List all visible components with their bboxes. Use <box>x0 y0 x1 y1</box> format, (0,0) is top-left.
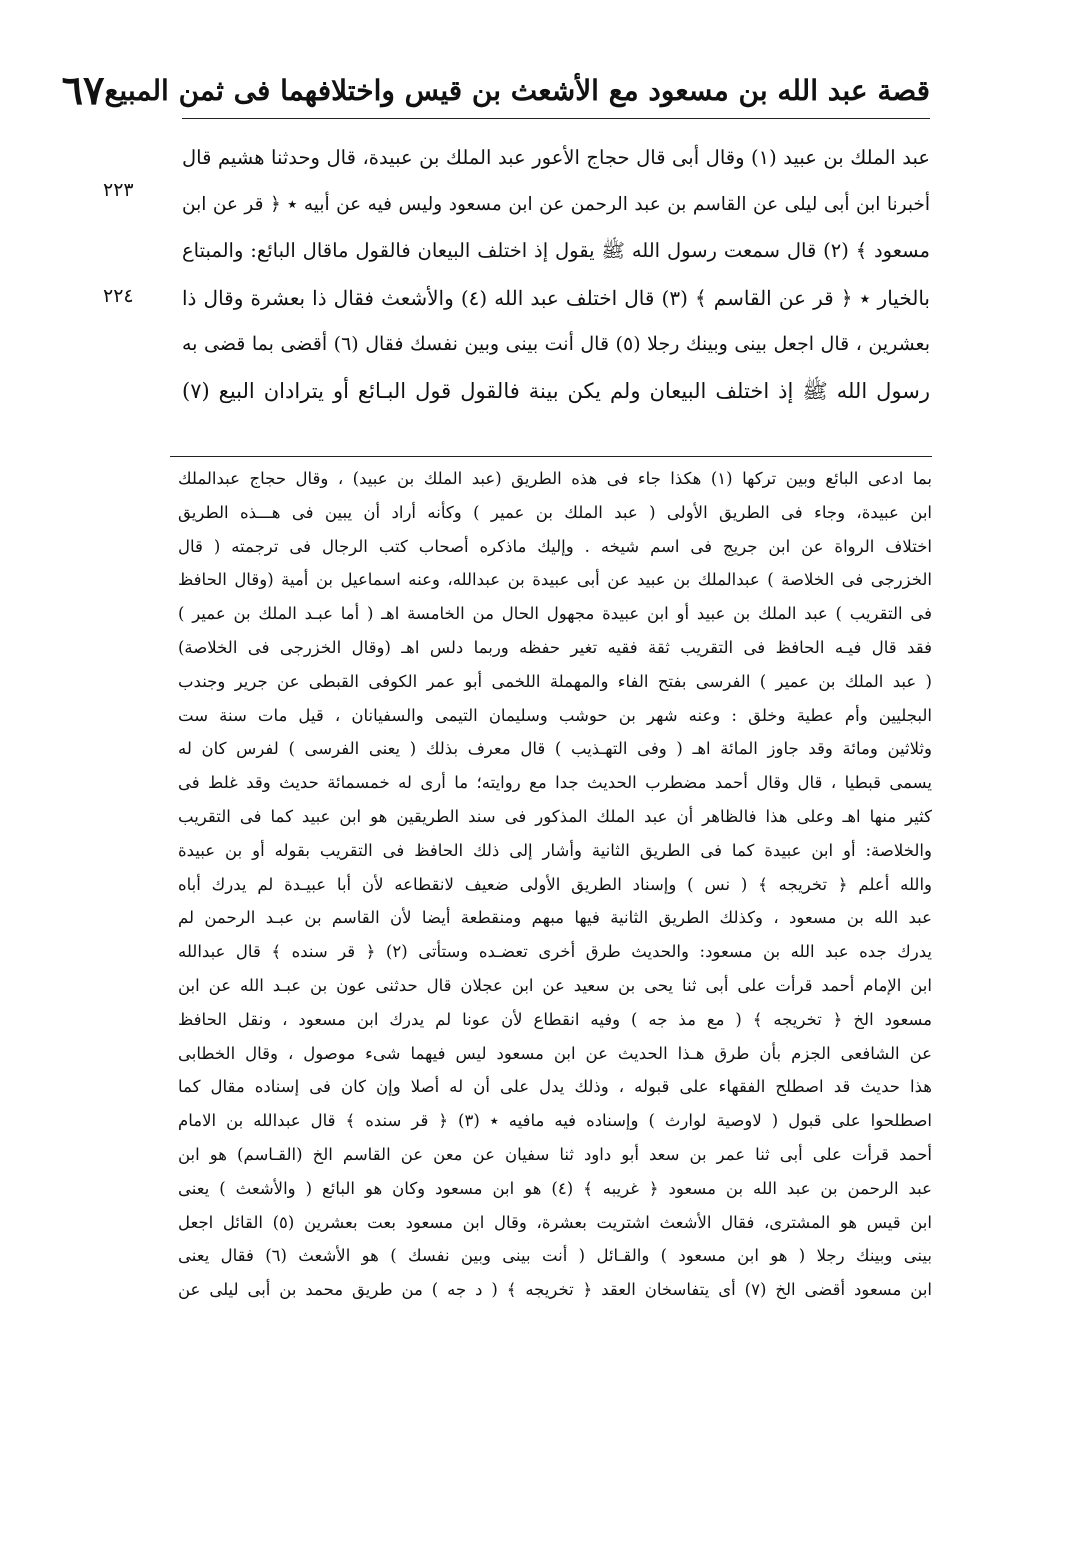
footnote-line: وثلاثين ومائة وقد جاوز المائة اهـ ( وفى التهـذيب ) قال معرف بذلك ( يعنى الفرسى ) لفرس كان له <box>178 739 932 759</box>
footnote-line: بما ادعى البائع وبين تركها (١) هكذا جاء فى هذه الطريق (عبد الملك بن عبيد) ، وقال حجاج عبدالملك <box>178 469 932 488</box>
main-line: بالخيار ٭ ﴿ قر عن القاسم ﴾ (٣) قال اختلف عبد الله (٤) والأشعث فقال ذا بعشرة وقال ذا <box>182 285 930 310</box>
footnote-line: والخلاصة: أو ابن عبيدة كما فى الطريق الثانية وأشار إلى ذلك الحافظ فى التقريب بقوله أو بن عبيدة <box>178 840 932 860</box>
footnote-line: الخزرجى فى الخلاصة ) عبدالملك بن عبيد عن أبى عبيدة بن عبدالله، وعنه اسماعيل بن أمية (وقال الحافظ <box>178 570 932 590</box>
footnote-line: عن الشافعى الجزم بأن طرق هـذا الحديث عن ابن مسعود ليس فيهما شىء موصول ، وقال الخطابى <box>178 1043 932 1063</box>
footnote-line: أحمد قرأت على أبى ثنا عمر بن سعد أبو داود ثنا سفيان عن معن عن القاسم الخ (القـاسم) هو ابن <box>178 1144 932 1164</box>
footnotes <box>178 462 932 1492</box>
footnote-line: ابن الإمام أحمد قرأت على أبى ثنا يحى بن سعيد عن ابن عجلان قال حدثنى عون بن عبـد الله عن ابن <box>178 975 932 995</box>
page-header <box>61 62 930 119</box>
footnote-line: فى التقريب ) عبد الملك بن عبيد أو ابن عبيدة مجهول الحال من الخامسة اهـ ( أما عبـد الملك بن عمير ) <box>178 604 932 624</box>
footnote-line: كثير منها اهـ وعلى هذا فالظاهر أن عبد الملك المذكور فى سند الطريقين هو ابن عبيد كما فى التقريب <box>178 806 932 826</box>
running-title: قصة عبد الله بن مسعود مع الأشعث بن قيس واختلافهما فى ثمن المبيع <box>104 73 930 107</box>
footnote-line: بينى وبينك رجلا ( هو ابن مسعود ) والقـائل ( أنت بينى وبين نفسك ) هو الأشعث (٦) فقال يعنى <box>178 1246 932 1266</box>
main-line: مسعود ﴾ (٢) قال سمعت رسول الله ﷺ يقول إذ اختلف البيعان فالقول ماقال البائع: والمبتاع <box>182 239 930 262</box>
footnote-line: ابن مسعود أقضى الخ (٧) أى يتفاسخان العقد ﴿ تخريجه ﴾ ( د جه ) من طريق محمد بن أبى ليلى عن <box>178 1280 932 1300</box>
margin-ref-224: ٢٢٤ <box>103 285 134 307</box>
footnote-line: عبد الله بن مسعود ، وكذلك الطريق الثانية فيها مبهم ومنقطعة أيضا لأن القاسم بن عبـد الرحمن لم <box>178 908 932 928</box>
main-line: عبد الملك بن عبيد (١) وقال أبى قال حجاج الأعور عبد الملك بن عبيدة، قال وحدثنا هشيم قال <box>182 146 930 169</box>
footnote-line: يسمى قبطيا ، قال وقال أحمد مضطرب الحديث جدا مع روايته؛ ما أرى له خمسمائة حديث وقد غلط فى <box>178 773 932 793</box>
page-number: ٦٧ <box>61 66 105 114</box>
footnote-line: والله أعلم ﴿ تخريجه ﴾ ( نس ) وإسناد الطريق الأولى ضعيف لانقطاعه لأن أبا عبيـدة لم يدرك أباه <box>178 874 932 894</box>
footnote-line: اختلاف الرواة عن ابن جريج فى اسم شيخه . وإليك ماذكره أصحاب كتب الرجال فى ترجمته ( قال <box>178 536 932 556</box>
main-line: رسول الله ﷺ إذ اختلف البيعان ولم يكن بينة فالقول قول البـائع أو يترادان البيع (٧) <box>182 378 930 403</box>
footnote-divider <box>170 456 932 457</box>
footnote-line: مسعود الخ ﴿ تخريجه ﴾ ( مع مذ جه ) وفيه انقطاع لأن عونا لم يدرك ابن مسعود ، ونقل الحافظ <box>178 1009 932 1029</box>
footnote-line: اصطلحوا على قبول ( لاوصية لوارث ) وإسناده فيه مافيه ٭ (٣) ﴿ قر سنده ﴾ قال عبدالله بن الامام <box>178 1111 932 1131</box>
main-line: أخبرنا ابن أبى ليلى عن القاسم بن عبد الرحمن عن ابن مسعود وليس فيه عن أبيه ٭ ﴿ قر عن ابن <box>182 193 930 215</box>
footnote-line: ( عبد الملك بن عمير ) الفرسى بفتح الفاء والمهملة اللخمى أبو عمر الكوفى القبطى عن جرير وجندب <box>178 671 932 691</box>
main-text <box>182 135 930 445</box>
footnote-line: عبد الرحمن بن عبد الله بن مسعود ﴿ غريبه ﴾ (٤) هو ابن مسعود وكان هو البائع ( والأشعث ) يعنى <box>178 1178 932 1198</box>
footnote-line: البجليين وأم عطية وخلق : وعنه شهر بن حوشب وسليمان التيمى والسفيانان ، قيل مات سنة ست <box>178 705 932 725</box>
margin-ref-223: ٢٢٣ <box>103 179 134 201</box>
footnote-line: فقد قال فيـه الحافظ فى التقريب ثقة فقيه تغير حفظه وربما دلس اهـ (وقال الخزرجى فى الخلاصة) <box>178 637 932 657</box>
footnote-line: يدرك جده عبد الله بن مسعود: والحديث طرق أخرى تعضـده وستأتى (٢) ﴿ قر سنده ﴾ قال عبدالله <box>178 942 932 962</box>
main-line: بعشرين ، قال اجعل بينى وبينك رجلا (٥) قال أنت بينى وبين نفسك فقال (٦) أقضى بما قضى به <box>182 333 930 355</box>
footnote-line: هذا حديث قد اصطلح الفقهاء على قبوله ، وذلك يدل على أن له أصلا وإن كان فى إسناده مقال كما <box>178 1077 932 1097</box>
footnote-line: ابن عبيدة، وجاء فى الطريق الأولى ( عبد الملك بن عمير ) وكأنه أراد أن يبين فى هـــذه الطريق <box>178 502 932 522</box>
footnote-line: ابن قيس هو المشترى، فقال الأشعث اشتريت بعشرة، وقال ابن مسعود بعت بعشرين (٥) القائل اجعل <box>178 1212 932 1232</box>
